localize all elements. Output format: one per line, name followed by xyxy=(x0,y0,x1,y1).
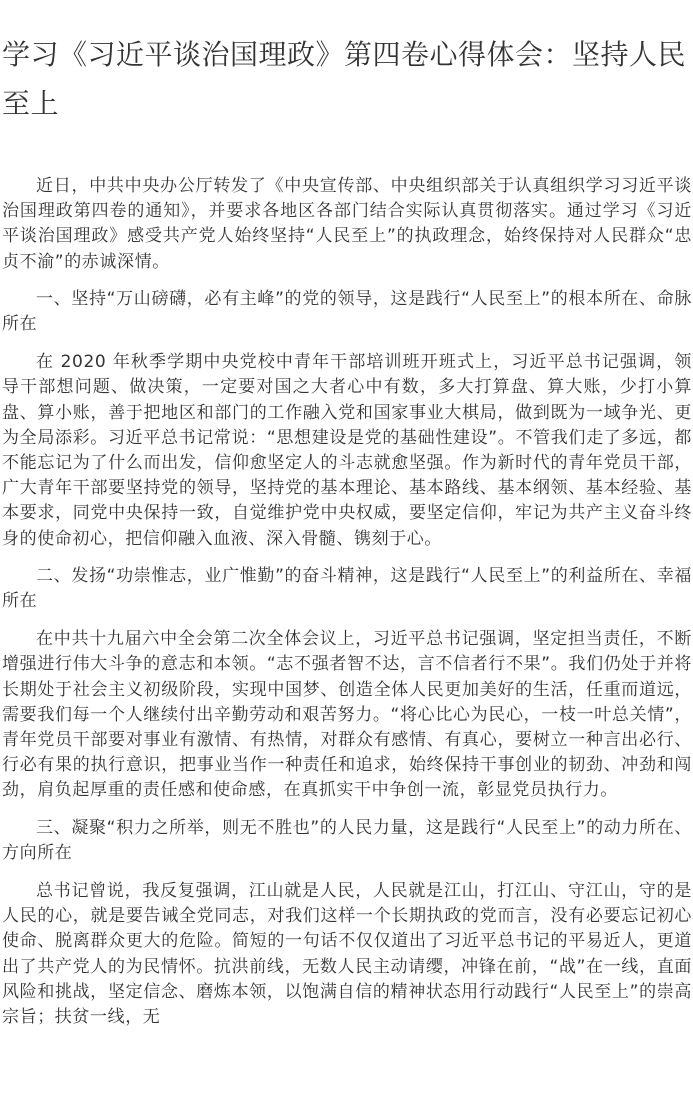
section-paragraph-2: 在中共十九届六中全会第二次全体会议上，习近平总书记强调，坚定担当责任，不断增强进行伟大斗争的意志和本领。“志不强者智不达，言不信者行不果”。我们仍处于并将长期处于社会主义初级阶段，实现中国梦、创造全体人民更加美好的生活，任重而道远，需要我们每一个人继续付出辛勤劳动和艰苦努力。“将心比心为民心，一枝一叶总关情”，青年党员干部要对事业有激情、有热情，对群众有感情、有真心，要树立一种言出必行、行必有果的执行意识，把事业当作一种责任和追求，始终保持干事创业的韧劲、冲劲和闯劲，肩负起厚重的责任感和使命感，在真抓实干中争创一流，彰显党员执行力。 xyxy=(2,629,692,801)
section-paragraph-3: 总书记曾说，我反复强调，江山就是人民，人民就是江山，打江山、守江山，守的是人民的心，就是要告诫全党同志，对我们这样一个长期执政的党而言，没有必要忘记初心使命、脱离群众更大的危险。简短的一句话不仅仅道出了习近平总书记的平易近人，更道出了共产党人的为民情怀。抗洪前线，无数人民主动请缨，冲锋在前，“战”在一线，直面风险和挑战，坚定信念、磨炼本领，以饱满自信的精神状态用行动践行“人民至上”的崇高宗旨；扶贫一线，无 xyxy=(2,881,692,1028)
article-title: 学习《习近平谈治国理政》第四卷心得体会：坚持人民至上 xyxy=(2,38,687,120)
intro-paragraph: 近日，中共中央办公厅转发了《中央宣传部、中央组织部关于认真组织学习习近平谈治国理政第四卷的通知》，并要求各地区各部门结合实际认真贯彻落实。通过学习《习近平谈治国理政》感受共产党人始终坚持“人民至上”的执政理念，始终保持对人民群众“忠贞不渝”的赤诚深情。 xyxy=(2,176,692,272)
section-paragraph-1: 在 2020 年秋季学期中央党校中青年干部培训班开班式上，习近平总书记强调，领导干部想问题、做决策，一定要对国之大者心中有数，多大打算盘、算大账，少打小算盘、算小账，善于把地区和部门的工作融入党和国家事业大棋局，做到既为一域争光、更为全局添彩。习近平总书记常说：“思想建设是党的基础性建设”。不管我们走了多远，都不能忘记为了什么而出发，信仰愈坚定人的斗志就愈坚强。作为新时代的青年党员干部，广大青年干部要坚持党的领导，坚持党的基本理论、基本路线、基本纲领、基本经验、基本要求，同党中央保持一致，自觉维护党中央权威，要坚定信仰，牢记为共产主义奋斗终身的使命初心，把信仰融入血液、深入骨髓、镌刻于心。 xyxy=(2,352,692,549)
section-heading-1: 一、坚持“万山磅礴，必有主峰”的党的领导，这是践行“人民至上”的根本所在、命脉所在 xyxy=(2,288,692,335)
section-heading-3: 三、凝聚“积力之所举，则无不胜也”的人民力量，这是践行“人民至上”的动力所在、方向所在 xyxy=(2,817,692,863)
section-heading-2: 二、发扬“功崇惟志，业广惟勤”的奋斗精神，这是践行“人民至上”的利益所在、幸福所在 xyxy=(2,565,692,612)
article-body xyxy=(2,174,692,1030)
article xyxy=(2,0,692,1042)
